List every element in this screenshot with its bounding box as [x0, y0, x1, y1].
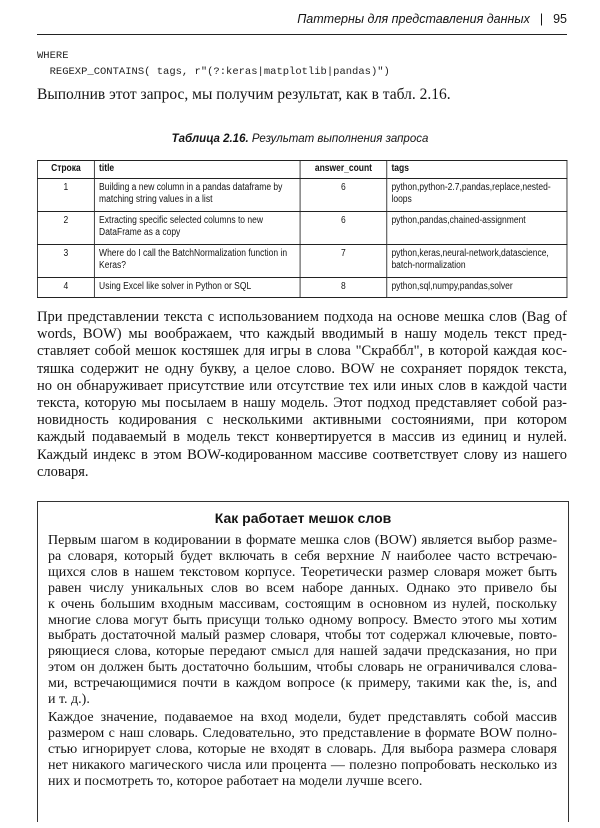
cell-tags: python,keras,neural-network,datascience, batch-normalization	[387, 244, 567, 277]
text-line: многие слова могут быть присущи только одному вопросу. Вместо этого мы хотим	[48, 612, 557, 628]
code-line: WHERE	[37, 50, 69, 62]
caption-text: Результат выполнения запроса	[248, 133, 429, 145]
cell-answer-count: 7	[300, 244, 387, 277]
text-line: Первым шагом в кодировании в формате мешка слов (BOW) является выбор разме-	[48, 533, 557, 548]
table-row	[37, 244, 567, 277]
text-line: к очень большим входным массивам, состоящим в основном из нулей, поскольку	[48, 596, 557, 612]
cell-tags: python,pandas,chained-assignment	[387, 211, 567, 244]
sidebar-paragraph-2	[48, 710, 557, 790]
cell-title: Extracting specific selected columns to new DataFrame as a copy	[94, 211, 300, 244]
table-caption	[0, 133, 600, 145]
text-line: При представлении текста с использованием подхода на основе мешка слов (Bag of	[37, 309, 567, 325]
cell-title: Where do I call the BatchNormalization function in Keras?	[94, 244, 300, 277]
running-title: Паттерны для представления данных	[297, 12, 530, 26]
cell-row-number: 4	[37, 277, 94, 298]
text-line: новидность кодирования с несколькими активными состояниями, при котором	[37, 412, 567, 429]
text-line: этом он должен быть достаточно большим, чтобы словарь не ограничивался слова-	[48, 660, 557, 676]
results-table-wrapper	[37, 160, 567, 298]
table-row	[37, 211, 567, 244]
text-line: но он обнаруживает присутствие или отсутствие тех или иных слов в каждой части	[37, 377, 567, 394]
col-header-answer-count: answer_count	[300, 161, 387, 179]
text-line: нет никакого магического числа или процента — полезно попробовать несколько из	[48, 757, 557, 773]
text-line: словаря.	[37, 463, 89, 480]
text-line: тяшка содержит не одну букву, а целое слово. BOW не сохраняет порядок текста,	[37, 360, 567, 377]
text-line: words, BOW) мы воображаем, что каждый вводимый в нашу модель текст пред-	[37, 326, 567, 343]
text-line: ряющиеся слова, которые передают смысл для нашей задачи предсказания, но при	[48, 644, 557, 660]
sidebar-title: Как работает мешок слов	[214, 510, 392, 526]
table-row	[37, 178, 567, 211]
page-number: 95	[553, 12, 567, 26]
text-line: них и посмотреть то, которое работает на модели лучше всего.	[48, 773, 423, 789]
code-block	[37, 48, 390, 80]
col-header-tags: tags	[387, 161, 567, 179]
text-line: ра словаря, который будет включать в себя верхние N наиболее часто встречаю-	[48, 548, 557, 564]
sidebar-paragraph-1	[48, 533, 557, 708]
text-line: стью игнорирует слова, которые не входят в словарь. Для выбора размера словаря	[48, 741, 557, 757]
cell-tags: python,python-2.7,pandas,replace,nested-loops	[387, 178, 567, 211]
table-header-row	[37, 161, 567, 179]
text-line: каждый подаваемый в модель текст конвертируется в массив из единиц и нулей.	[37, 429, 567, 446]
cell-row-number: 1	[37, 178, 94, 211]
cell-answer-count: 8	[300, 277, 387, 298]
text-line: и т. д.).	[48, 692, 90, 708]
table-row	[37, 277, 567, 298]
cell-row-number: 2	[37, 211, 94, 244]
text-line: размером с наш словарь. Следовательно, это представление в формате BOW полно-	[48, 725, 557, 741]
text-line: Каждое значение, подаваемое на вход модели, будет представлять собой массив	[48, 710, 557, 725]
cell-title: Building a new column in a pandas dataframe by matching string values in a list	[94, 178, 300, 211]
cell-row-number: 3	[37, 244, 94, 277]
text-line: ставляет собой мешок костяшек для игры в слова "Скраббл", в которой каждая кос-	[37, 343, 567, 360]
cell-answer-count: 6	[300, 178, 387, 211]
results-table	[37, 160, 567, 298]
running-header	[37, 12, 567, 35]
text-line: щихся слов в нашем текстовом корпусе. Теоретически размер словаря может быть	[48, 564, 557, 580]
col-header-title: title	[94, 161, 300, 179]
body-paragraph	[37, 309, 567, 481]
text-line: равен числу уникальных слов во всем наборе данных. Однако это привело бы	[48, 580, 557, 596]
cell-answer-count: 6	[300, 211, 387, 244]
cell-tags: python,sql,numpy,pandas,solver	[387, 277, 567, 298]
caption-label: Таблица 2.16.	[171, 133, 249, 145]
text-line: выбрать достаточной малый размер словаря, чтобы тот содержал ключевые, повто-	[48, 628, 557, 644]
col-header-row: Строка	[37, 161, 94, 179]
cell-title: Using Excel like solver in Python or SQL	[94, 277, 300, 298]
header-separator: |	[539, 12, 544, 26]
text-line: текста, которую мы посылаем в нашу модель. Этот подход представляет собой раз-	[37, 395, 567, 412]
text-line: ми, встречающимися почти в каждом вопросе (к примеру, такими как the, is, and	[48, 676, 557, 692]
code-line: REGEXP_CONTAINS( tags, r"(?:keras|matplotlib|pandas)")	[37, 66, 390, 78]
lead-sentence: Выполнив этот запрос, мы получим результат, как в табл. 2.16.	[37, 86, 451, 103]
text-line: Каждый индекс в этом BOW-кодированном массиве соответствует слову из нашего	[37, 446, 567, 463]
